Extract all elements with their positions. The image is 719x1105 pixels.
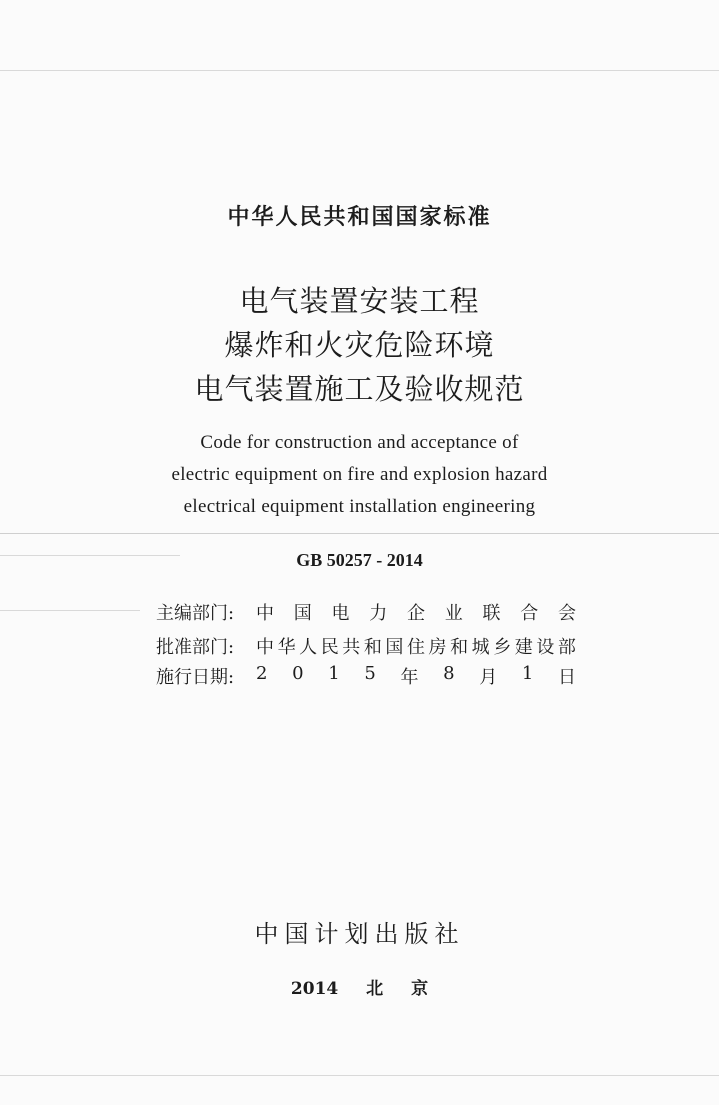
approver-department-value [256,633,576,659]
publisher-name: 中国计划出版社 [254,920,465,948]
char: 国 [293,603,312,624]
char: 0 [292,663,304,684]
approver-department-label: 批准部门: [156,637,235,658]
char: 业 [444,603,463,624]
char: 1 [328,663,340,684]
char: 会 [558,603,576,624]
char: 2 [256,663,268,684]
char: 8 [443,663,455,684]
editor-department-row [156,598,576,626]
title-en-line-2: electric equipment on fire and explosion hazard [171,464,548,485]
char: 乡 [493,637,512,658]
char: 房 [428,637,447,658]
char: 5 [364,663,376,684]
effective-date-row [156,662,576,690]
title-cn-line-2: 爆炸和火灾危险环境 [224,328,495,362]
char: 合 [520,603,539,624]
char: 人 [299,637,318,658]
scan-line [0,533,719,534]
char: 国 [385,637,404,658]
char: 企 [407,603,425,624]
char: 电 [331,603,350,624]
scan-line [0,70,719,71]
title-en-line-3: electrical equipment installation engineering [183,496,536,517]
char: 和 [450,637,469,658]
scan-line [0,610,140,611]
char: 日 [557,667,576,688]
char: 设 [536,637,555,658]
char: 联 [482,603,501,624]
national-standard-heading: 中华人民共和国国家标准 [227,205,492,230]
editor-department-label: 主编部门: [156,603,235,624]
title-en-line-1: Code for construction and acceptance of [200,432,519,453]
char: 住 [406,637,425,658]
title-cn-line-3: 电气装置施工及验收规范 [194,372,525,406]
editor-department-value [256,599,576,625]
char: 华 [277,637,296,658]
char: 部 [557,637,576,658]
char: 中 [256,637,274,658]
scan-line [0,1075,719,1076]
char: 城 [471,637,490,658]
char: 民 [320,637,339,658]
effective-date-value [256,663,576,689]
publication-year-place: 2014 北 京 [290,979,429,999]
char: 力 [369,603,388,624]
standard-number: GB 50257 - 2014 [296,550,423,570]
char: 中 [256,603,274,624]
char: 年 [400,667,419,688]
effective-date-label: 施行日期: [156,667,235,688]
approver-department-row [156,632,576,660]
char: 月 [479,667,498,688]
char: 建 [514,637,533,658]
char: 共 [342,637,361,658]
title-cn-line-1: 电气装置安装工程 [239,284,480,318]
char: 1 [521,663,534,684]
char: 和 [363,637,382,658]
